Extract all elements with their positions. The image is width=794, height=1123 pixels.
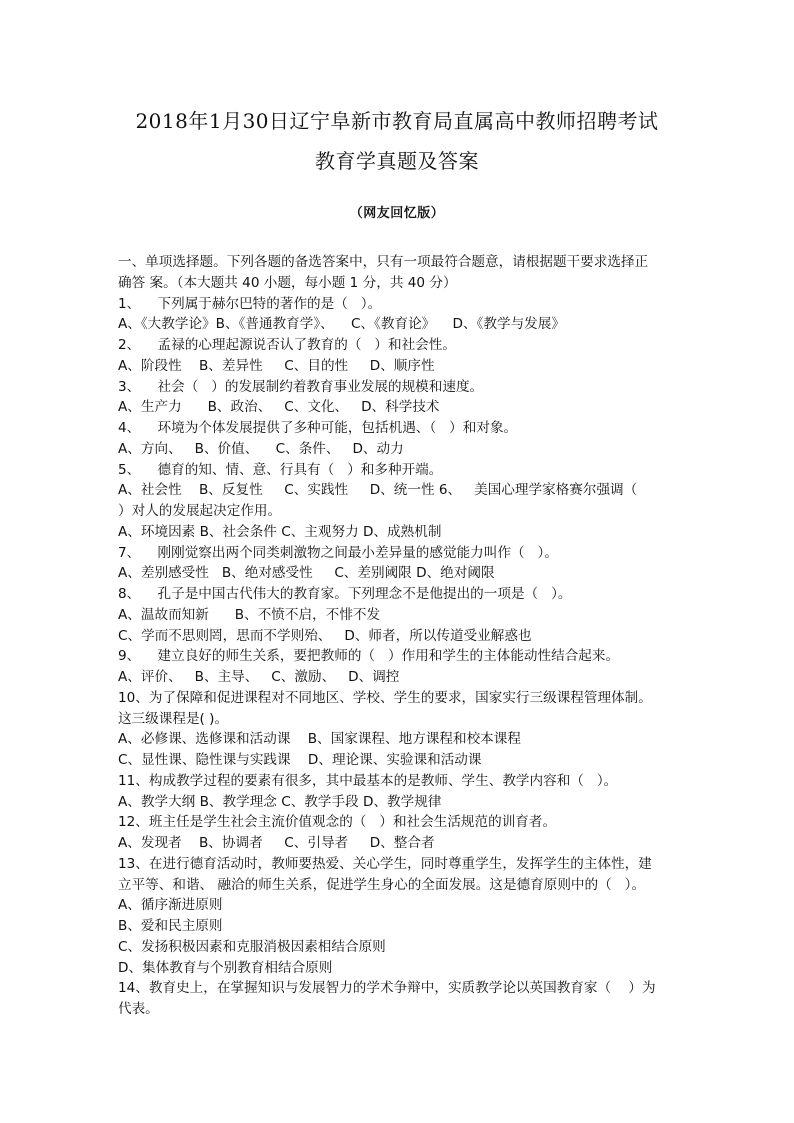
document-body [118,252,688,1020]
text-line: A、差别感受性 B、绝对感受性 C、差别阈限 D、绝对阈限 [118,565,495,582]
text-line: 12、班主任是学生社会主流价值观念的（ ）和社会生活规范的训育者。 [118,814,557,831]
document-title: 2018年1月30日辽宁阜新市教育局直属高中教师招聘考试 [135,109,659,133]
text-line: 立平等、和谐、 融洽的师生关系，促进学生身心的全面发展。这是德育原则中的（ ）。 [118,876,646,893]
text-line: ）对人的发展起决定作用。 [118,503,282,519]
text-line: A、阶段性 B、差异性 C、目的性 D、顺序性 [118,357,435,374]
text-line: A、生产力 B、政治、 C、文化、 D、科学技术 [118,399,440,416]
text-line: A、必修课、选修课和活动课 B、国家课程、地方课程和校本课程 [118,731,521,748]
document-title-line2: 教育学真题及答案 [315,149,479,173]
text-line: A、评价、 B、主导、 C、激励、 D、调控 [118,669,400,685]
text-line: A、社会性 B、反复性 C、实践性 D、统一性 6、 美国心理学家格赛尔强调（ [118,482,638,499]
text-line: 2、 孟禄的心理起源说否认了教育的（ ）和社会性。 [118,337,456,353]
text-line: A、环境因素 B、社会条件 C、主观努力 D、成熟机制 [118,523,442,540]
text-line: A、方向、 B、价值、 C、条件、 D、动力 [118,440,404,457]
text-line: D、集体教育与个别教育相结合原则 [118,959,333,976]
text-line: 13、在进行德育活动时，教师要热爱、关心学生，同时尊重学生，发挥学生的主体性，建 [118,855,652,872]
text-line: C、显性课、隐性课与实践课 D、理论课、实验课和活动课 [118,752,482,768]
text-line: A、循序渐进原则 [118,897,223,914]
text-line: 这三级课程是( )。 [118,710,229,727]
text-line: 代表。 [118,1001,159,1017]
text-line: C、发扬积极因素和克服消极因素相结合原则 [118,938,386,955]
text-line: 3、 社会（ ）的发展制约着教育事业发展的规模和速度。 [118,378,484,395]
text-line: A、《大教学论》B、《普通教育学》、 C、《教育论》 D、《教学与发展》 [118,316,565,333]
text-line: 5、 德育的知、情、意、行具有（ ）和多种开端。 [118,461,443,478]
text-line: B、爱和民主原则 [118,918,223,934]
text-line: 1、 下列属于赫尔巴特的著作的是（ ）。 [118,295,382,312]
text-line: 8、 孔子是中国古代伟大的教育家。下列理念不是他提出的一项是（ ）。 [118,586,572,602]
text-line: C、学而不思则罔，思而不学则殆、 D、师者，所以传道受业解惑也 [118,627,532,644]
text-line: 11、构成教学过程的要素有很多，其中最基本的是教师、学生、教学内容和（ ）。 [118,772,618,789]
text-line: A、发现者 B、协调者 C、引导者 D、整合者 [118,835,435,851]
text-line: 10、为了保障和促进课程对不同地区、学校、学生的要求，国家实行三级课程管理体制。 [118,689,652,706]
text-line: 一、单项选择题。下列各题的备选答案中，只有一项最符合题意，请根据题干要求选择正 [118,254,649,270]
text-line: A、温故而知新 B、不愤不启，不悱不发 [118,606,381,623]
document-subtitle: （网友回忆版） [349,206,445,221]
text-line: 7、 刚刚觉察出两个同类刺激物之间最小差异量的感觉能力叫作（ ）。 [118,544,558,561]
text-line: 14、教育史上，在掌握知识与发展智力的学术争辩中，实质教学论以英国教育家（ ）为 [118,980,656,997]
text-line: A、教学大纲 B、教学理念 C、教学手段 D、教学规律 [118,793,442,810]
text-line: 9、 建立良好的师生关系，要把教师的（ ）作用和学生的主体能动性结合起来。 [118,648,620,665]
text-line: 4、 环境为个体发展提供了多种可能，包括机遇、（ ）和对象。 [118,420,518,436]
text-line: 确答 案。（本大题共 40 小题，每小题 1 分，共 40 分） [118,274,457,291]
